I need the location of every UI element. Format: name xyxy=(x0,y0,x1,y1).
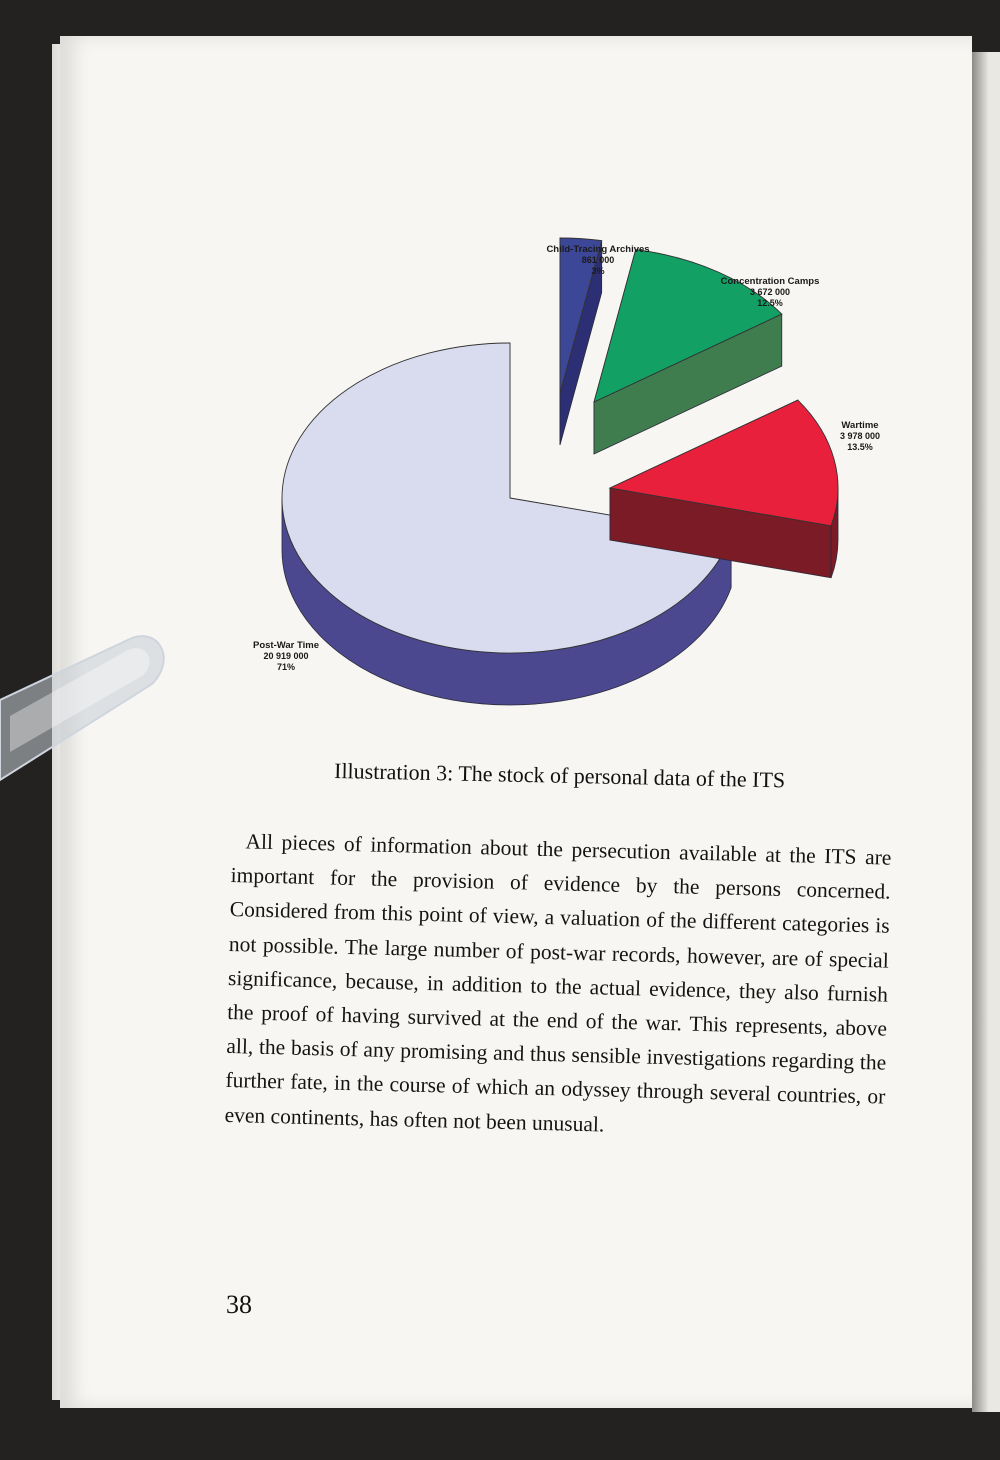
pie-label-count: 861 000 xyxy=(581,255,615,265)
pie-label-count: 3 978 000 xyxy=(839,431,881,441)
pie-label-name: Post-War Time xyxy=(253,640,319,651)
pie-label-name: Child-Tracing Archives xyxy=(546,244,650,255)
pie-label-count: 20 919 000 xyxy=(263,651,309,661)
pie-label-post-war-time xyxy=(253,640,319,672)
body-paragraph xyxy=(224,824,892,1148)
pie-label-wartime xyxy=(840,420,880,452)
figure-caption: Illustration 3: The stock of personal data of the ITS xyxy=(333,757,786,793)
pie-label-name: Wartime xyxy=(841,420,879,431)
pie-label-percent: 13.5% xyxy=(847,442,873,452)
pie-label-percent: 12.5% xyxy=(757,298,783,308)
pie-label-percent: 71% xyxy=(276,662,296,672)
paper-clip xyxy=(0,636,164,780)
pie-label-name: Concentration Camps xyxy=(720,276,820,287)
page-number: 38 xyxy=(226,1290,252,1319)
body-paragraph-text: All pieces of information about the persecution available at the ITS are important for the provision of evidence by the persons concerned. Considered from this point of view, a valuation of the different categories is not possible. The large number of post-war records, however, are of special significance, because, in addition to the actual evidence, they also furnish the proof of having survived at the end of the war. This represents, above all, the basis of any promising and thus sensible investigations regarding the further fate, in the course of which an odyssey through several countries, or even continents, has often not been unusual. xyxy=(224,829,892,1137)
pie-label-count: 3 672 000 xyxy=(749,287,791,297)
pie-label-percent: 3% xyxy=(591,266,605,276)
